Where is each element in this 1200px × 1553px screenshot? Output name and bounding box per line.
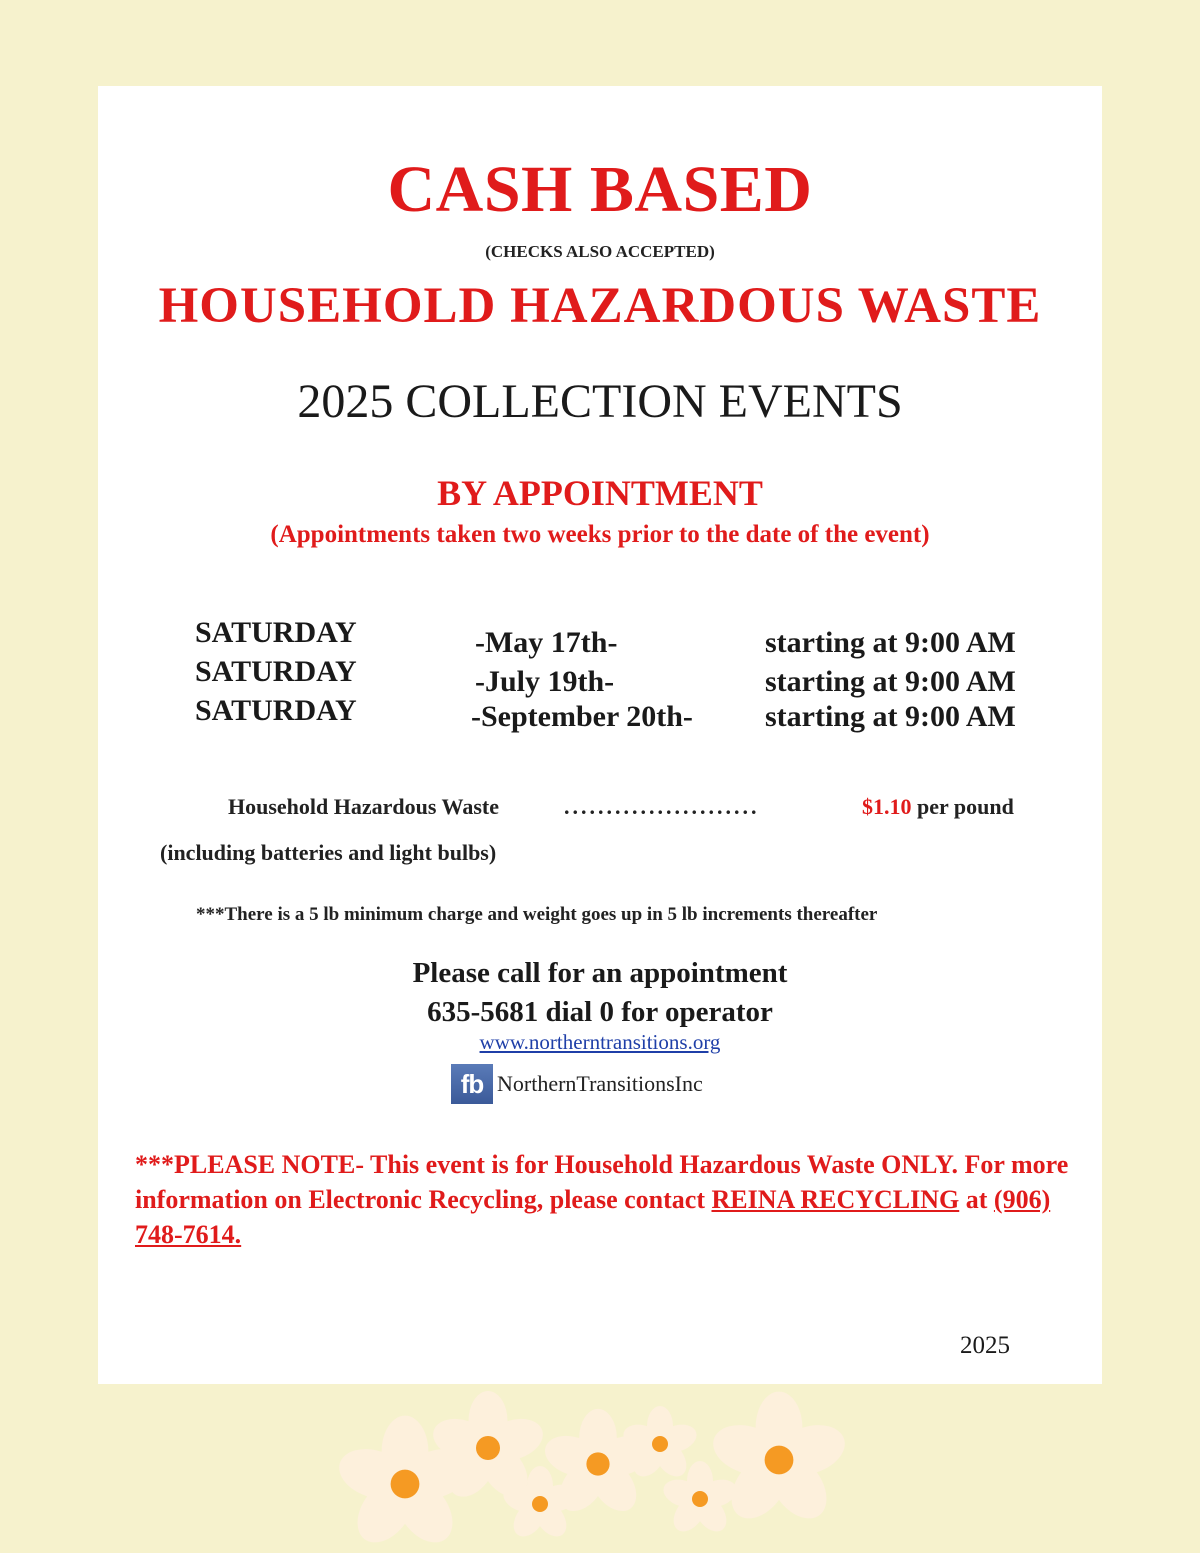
schedule-day: SATURDAY [195, 655, 357, 688]
fee-unit: per pound [917, 794, 1014, 819]
schedule-day: SATURDAY [195, 694, 357, 727]
call-line-2: 635-5681 dial 0 for operator [427, 996, 773, 1028]
fee-includes: (including batteries and light bulbs) [160, 840, 497, 865]
fee-price-line [862, 794, 1014, 820]
fee-dots: ....................... [564, 794, 760, 819]
schedule-time: starting at 9:00 AM [765, 626, 1016, 659]
please-note-at: at [959, 1185, 994, 1214]
minimum-charge-note: ***There is a 5 lb minimum charge and weight goes up in 5 lb increments thereafter [196, 904, 878, 925]
schedule-date: -July 19th- [475, 665, 615, 698]
checks-note: (CHECKS ALSO ACCEPTED) [485, 242, 715, 261]
appointment-note: (Appointments taken two weeks prior to the date of the event) [270, 521, 930, 548]
flyer-year: 2025 [960, 1332, 1010, 1359]
schedule-date: -May 17th- [475, 626, 618, 659]
facebook-icon: fb [451, 1064, 493, 1104]
schedule-time: starting at 9:00 AM [765, 665, 1016, 698]
fee-price: $1.10 [862, 794, 912, 819]
flower-icon [707, 1392, 852, 1529]
flyer-subtitle: HOUSEHOLD HAZARDOUS WASTE [158, 278, 1042, 334]
flower-decoration [0, 1384, 1200, 1553]
schedule-date: -September 20th- [471, 700, 693, 733]
website-link[interactable]: www.northerntransitions.org [479, 1030, 721, 1054]
call-line-1: Please call for an appointment [412, 957, 788, 989]
flyer-title: CASH BASED [387, 153, 813, 226]
reina-recycling-link[interactable]: REINA RECYCLING [711, 1185, 960, 1214]
please-note-text: ***PLEASE NOTE- This event is for Household Hazardous Waste ONLY. For more information on Electronic Recycling, please contact [135, 1150, 1069, 1214]
facebook-row[interactable] [451, 1064, 703, 1104]
fee-item: Household Hazardous Waste [228, 794, 499, 819]
events-heading: 2025 COLLECTION EVENTS [297, 375, 903, 428]
flyer-sheet [98, 86, 1102, 1384]
reina-phone-link[interactable]: (906) 748-7614. [135, 1185, 1051, 1249]
facebook-name: NorthernTransitionsInc [497, 1071, 703, 1096]
appointment-heading: BY APPOINTMENT [437, 473, 763, 513]
schedule-day: SATURDAY [195, 616, 357, 649]
please-note [135, 1147, 1095, 1252]
schedule-time: starting at 9:00 AM [765, 700, 1016, 733]
